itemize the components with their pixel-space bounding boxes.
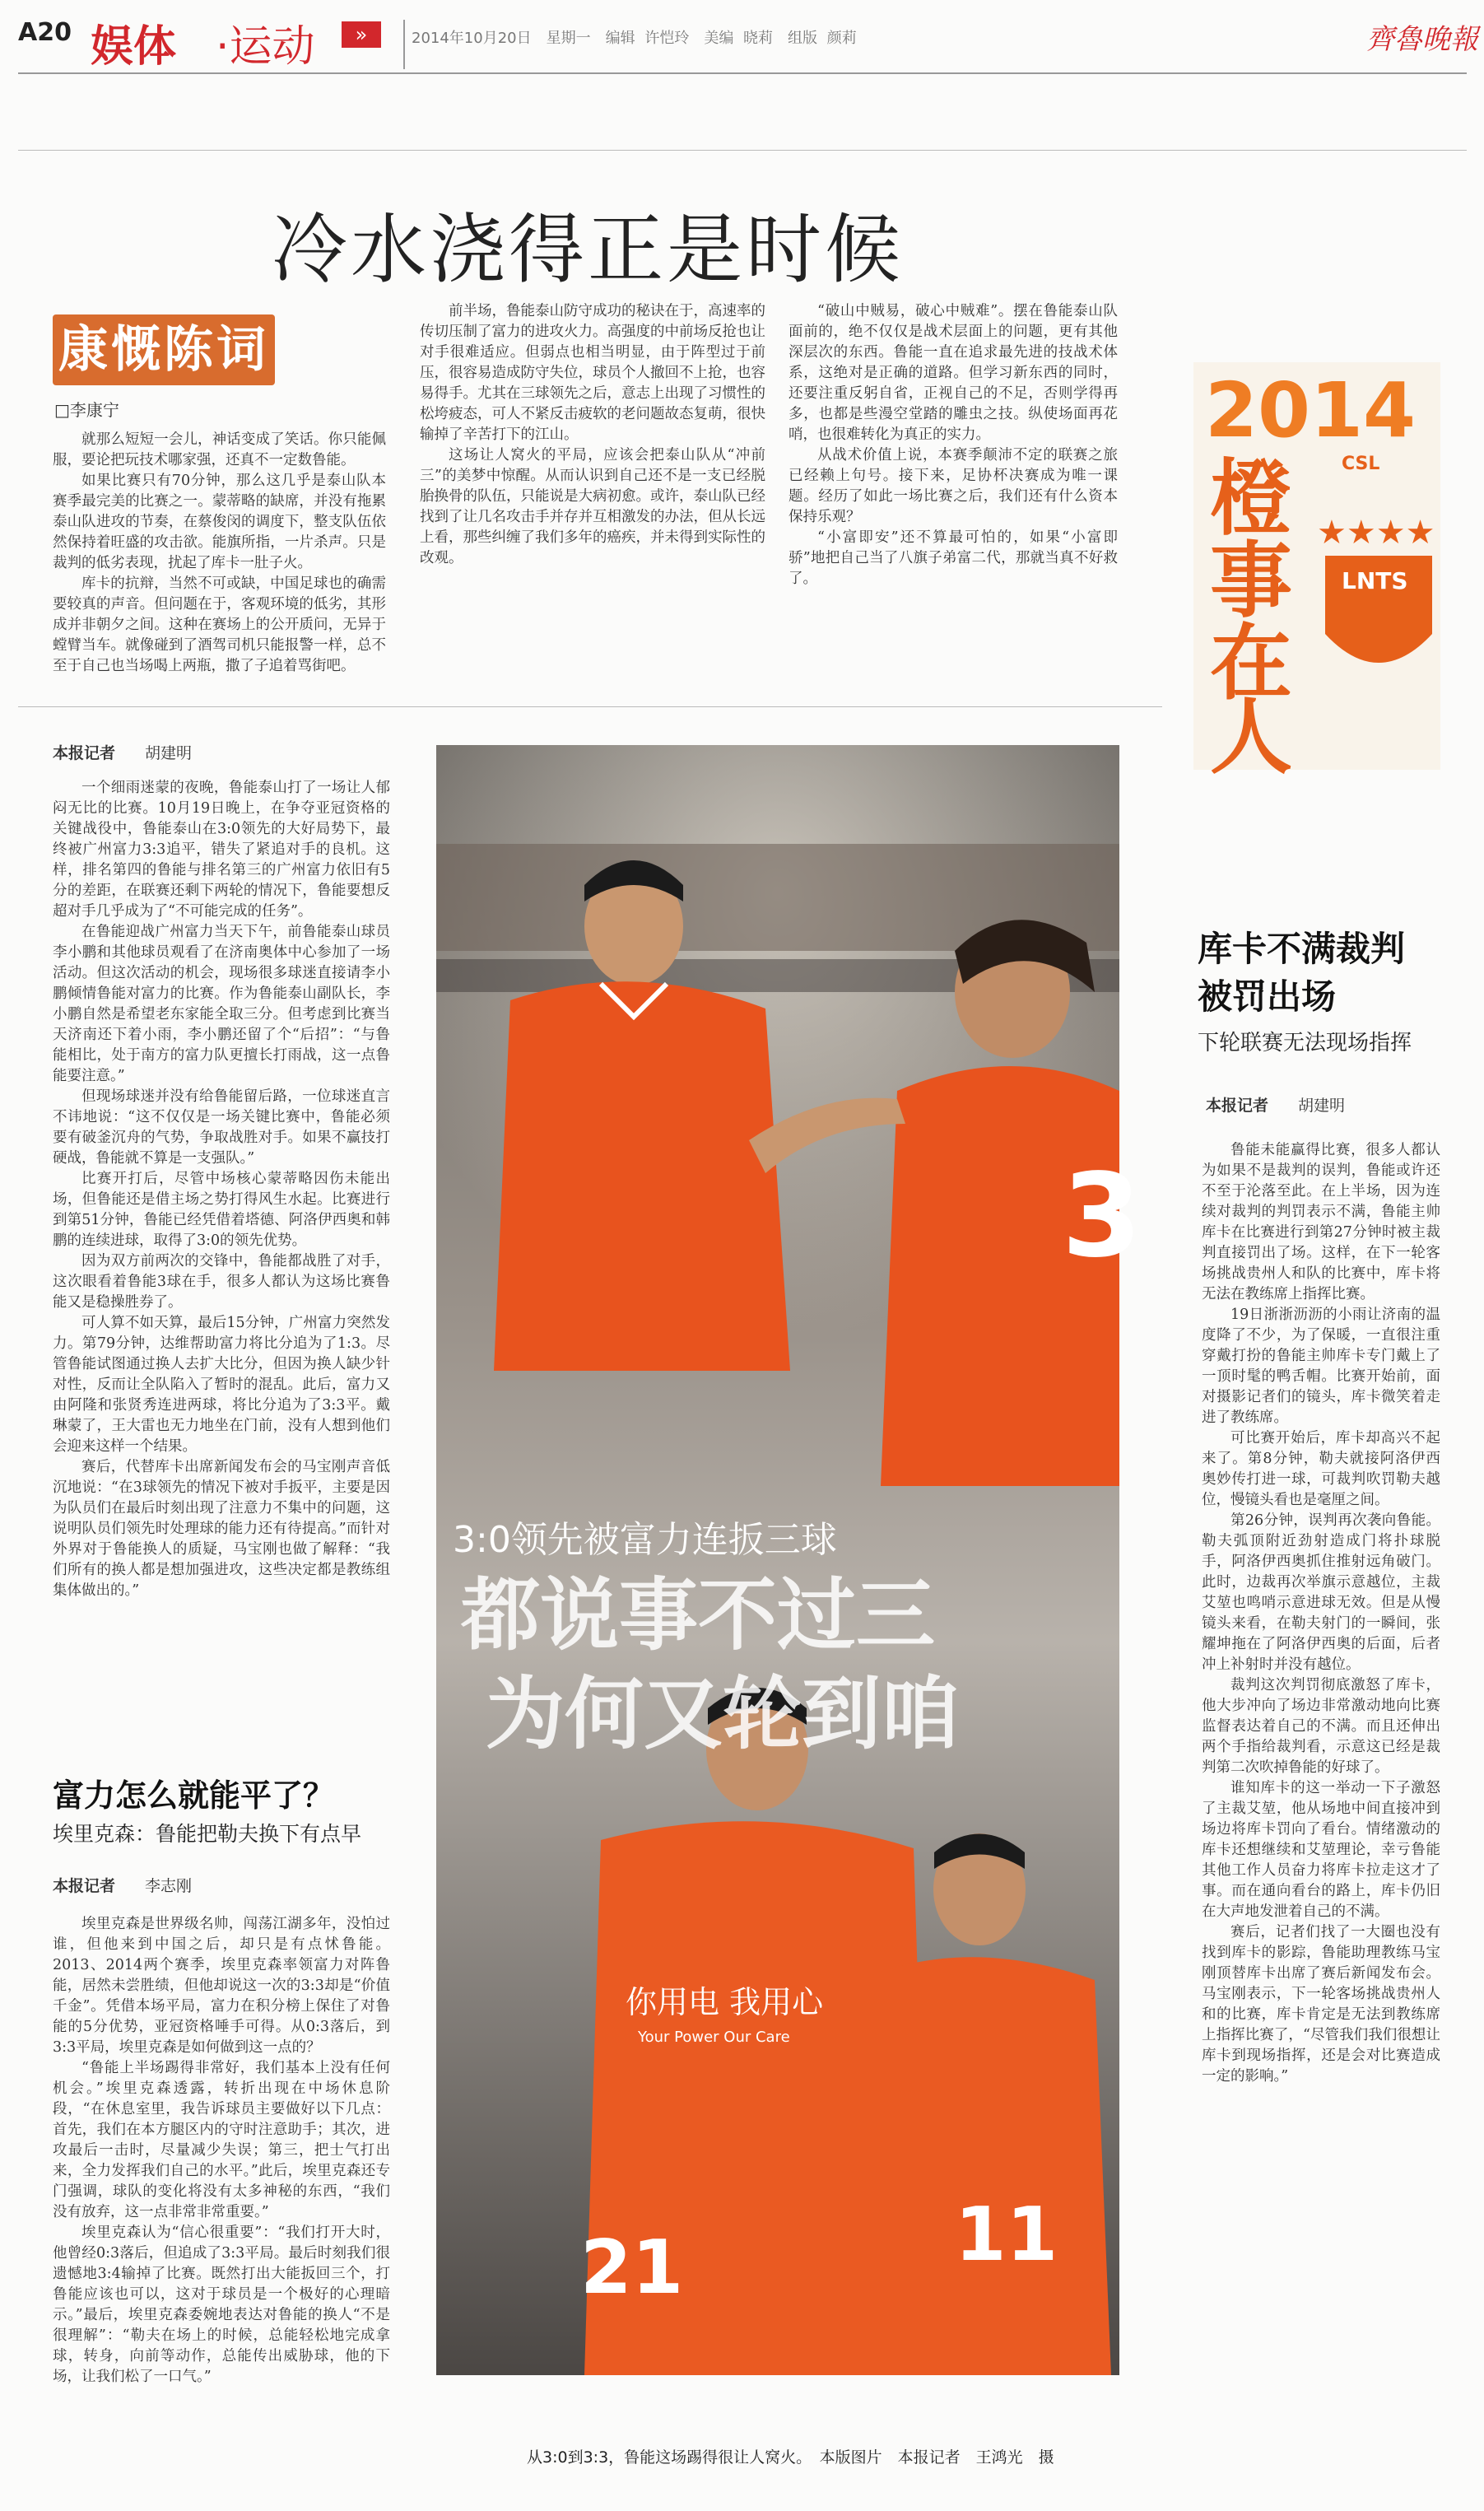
match-photo — [436, 745, 1142, 2375]
column-body-3 — [789, 301, 1118, 688]
badge-char-3: 在 — [1210, 615, 1292, 711]
badge-stars: ★★★★ — [1317, 514, 1435, 552]
badge-graphic — [1193, 362, 1440, 785]
story2-subtitle: 埃里克森：鲁能把勒夫换下有点早 — [53, 1822, 362, 1846]
story2-byline — [53, 1874, 192, 1896]
badge-year: 2014 — [1205, 366, 1417, 454]
story-paragraph: 在鲁能迎战广州富力当天下午，前鲁能泰山球员李小鹏和其他球员观看了在济南奥体中心参加了一场活动。但这次活动的机会，现场很多球迷直接请李小鹏倾情鲁能对富力的比赛。作为鲁能泰山副队长，李小鹏自然是希望老东家能全取三分。但考虑到比赛当天济南还下着小雨，李小鹏还留了个“后招”：“与鲁能相比，处于南方的富力队更擅长打雨战，这一点鲁能要注意。” — [53, 924, 390, 1084]
column-paragraph: 这场让人窝火的平局，应该会把泰山队从“冲前三”的美梦中惊醒。从而认识到自己还不是一支已经脱胎换骨的队伍，只能说是大病初愈。或许，泰山队已经找到了让几名攻击手并存并互相激发的办法，但从长远上看，那些纠缠了我们多年的癌疾，并未得到实际性的改观。 — [420, 447, 765, 566]
header-divider — [403, 20, 405, 69]
top-rule — [18, 150, 1467, 151]
story-paragraph: 可比赛开始后，库卡却高兴不起来了。第8分钟，勒夫就接阿洛伊西奥妙传打进一球，可裁判吹罚勒夫越位，慢镜头看也是毫厘之间。 — [1202, 1430, 1440, 1508]
story-paragraph: 赛后，记者们找了一大圈也没有找到库卡的影踪，鲁能助理教练马宝刚顶替库卡出席了赛后新闻发布会。马宝刚表示，下一轮客场挑战贵州人和的比赛，库卡肯定是无法到教练席上指挥比赛了，“尽管我们我们很想让库卡到现场指挥，还是会对比赛造成一定的影响。” — [1202, 1924, 1440, 2085]
story2-body — [53, 1914, 390, 2490]
story-paragraph: 赛后，代替库卡出席新闻发布会的马宝刚声音低沉地说：“在3球领先的情况下被对手扳平，主要是因为队员们在最后时刻出现了注意力不集中的问题，这说明队员们领先时处理球的能力还有待提高。”而针对外界对于鲁能换人的质疑，马宝刚也做了解释：“我们所有的换人都是想加强进攻，这些决定都是教练组集体做出的。” — [53, 1459, 390, 1599]
story-paragraph: “鲁能上半场踢得非常好，我们基本上没有任何机会。”埃里克森透露，转折出现在中场休息阶段，“在休息室里，我告诉球员主要做好以下几点：首先，我们在本方腿区内的守时注意助手；其次，进攻最后一击时，尽量减少失误；第三，把士气打出来，全力发挥我们自己的水平。”此后，埃里克森还专门强调，球队的变化将没有太多神秘的东西，“我们没有放弃，这一点非常非常重要。” — [53, 2060, 390, 2220]
main-byline — [53, 741, 192, 763]
column-paragraph: 如果比赛只有70分钟，那么这几乎是泰山队本赛季最完美的比赛之一。蒙蒂略的缺席，并没有拖累泰山队进攻的节奏，在蔡俊闵的调度下，整支队伍依然保持着旺盛的攻击欲。能旗所指，一片杀声。只是裁判的低劣表现，扰起了库卡一肚子火。 — [53, 473, 386, 571]
column-author: □李康宁 — [54, 400, 119, 420]
story-paragraph: 一个细雨迷蒙的夜晚，鲁能泰山打了一场让人郁闷无比的比赛。10月19日晚上，在争夺亚冠资格的关键战役中，鲁能泰山在3:0领先的大好局势下，最终被广州富力3:3追平，错失了紧追对手的良机。这样，排名第四的鲁能与排名第三的广州富力依旧有5分的差距，在联赛还剩下两轮的情况下，鲁能要想反超对手几乎成为了“不可能完成的任务”。 — [53, 780, 390, 920]
column-paragraph: “小富即安”还不算最可怕的，如果“小富即骄”地把自己当了八旗子弟富二代，那就当真不好救了。 — [789, 529, 1118, 587]
badge-char-4: 人 — [1210, 689, 1292, 785]
newspaper-logo: 齊魯晚報 — [1366, 23, 1478, 56]
story2-title: 富力怎么就能平了？ — [53, 1777, 335, 1814]
story-paragraph: 可人算不如天算，最后15分钟，广州富力突然发力。第79分钟，达维帮助富力将比分追为了1:3。尽管鲁能试图通过换人去扩大比分，但因为换人缺少针对性，反而让全队陷入了暂时的混乱。此后，富力又由阿隆和张贤秀连进两球，将比分追为了3:3平。戴琳蒙了，王大雷也无力地坐在门前，没有人想到他们会迎来这样一个结果。 — [53, 1315, 390, 1455]
badge-char-1: 橙 — [1210, 450, 1292, 547]
byline-label: 本报记者 — [53, 744, 116, 762]
photo-caption: 从3:0到3:3，鲁能这场踢得很让人窝火。 本版图片 本报记者 王鸿光 摄 — [527, 2448, 1054, 2467]
story-paragraph: 但现场球迷并没有给鲁能留后路，一位球迷直言不讳地说：“这不仅仅是一场关键比赛中，鲁能必须要有破釜沉舟的气势，争取战胜对手。如果不赢技打硬战，鲁能就不算是一支强队。” — [53, 1088, 390, 1167]
story-paragraph: 鲁能未能赢得比赛，很多人都认为如果不是裁判的误判，鲁能或许还不至于沦落至此。在上半场，因为连续对裁判的判罚表示不满，鲁能主帅库卡在比赛进行到第27分钟时被主裁判直接罚出了场。这样，在下一轮客场挑战贵州人和队的比赛中，库卡将无法在教练席上指挥比赛。 — [1202, 1142, 1440, 1302]
club-crest-text: LNTS — [1342, 567, 1408, 594]
byline-name: 胡建明 — [1298, 1097, 1346, 1115]
column-title: 康慨陈词 — [53, 314, 275, 385]
photo-overlay-small: 3:0领先被富力连扳三球 — [453, 1519, 837, 1561]
column-paragraph: 从战术价值上说，本赛季颠沛不定的联赛之旅已经赖上句号。接下来，足协杯决赛成为唯一课题。经历了如此一场比赛之后，我们还有什么资本保持乐观？ — [789, 447, 1118, 525]
jersey-sponsor-sub: Your Power Our Care — [638, 2029, 790, 2046]
photo-overlay-line1: 都说事不过三 — [461, 1569, 935, 1661]
story3-body — [1202, 1140, 1440, 2408]
main-story-body — [53, 778, 390, 1712]
story-paragraph: 比赛开打后，尽管中场核心蒙蒂略因伤未能出场，但鲁能还是借主场之势打得风生水起。比赛进行到第51分钟，鲁能已经凭借着塔德、阿洛伊西奥和韩鹏的连续进球，取得了3:0的领先优势。 — [53, 1171, 390, 1249]
header-rule — [18, 72, 1467, 74]
photo-illustration — [436, 745, 1142, 2375]
column-paragraph: 库卡的抗辩，当然不可或缺，中国足球也的确需要较真的声音。但问题在于，客观环境的低劣，其形成并非朝夕之间。这种在赛场上的公开质问，无异于螳臂当车。就像碰到了酒驾司机只能报警一样，总不至于自己也当场喝上两瓶，撒了子追着骂街吧。 — [53, 575, 386, 674]
jersey-sponsor: 你用电 我用心 — [626, 1984, 824, 2020]
byline-label: 本报记者 — [1206, 1097, 1269, 1115]
story3-byline — [1206, 1093, 1345, 1116]
section-name: 娱体 — [91, 22, 177, 72]
column-paragraph: 前半场，鲁能泰山防守成功的秘诀在于，高速率的传切压制了富力的进攻火力。高强度的中前场反抢也让对手很难适应。但弱点也相当明显，由于阵型过于前压，很容易造成防守失位，球员个人撤回不上抢，也容易得手。尤其在三球领先之后，意志上出现了习惯性的松垮疲态，可人不紧反击疲软的老问题故态复萌，很快输掉了辛苦打下的江山。 — [420, 303, 765, 443]
jersey-number-upper: 3 — [1062, 1149, 1142, 1283]
story-paragraph: 19日浙浙沥沥的小雨让济南的温度降了不少，为了保暖，一直很注重穿戴打扮的鲁能主帅库卡专门戴上了一顶时髦的鸭舌帽。比赛开始前，面对摄影记者们的镜头，库卡微笑着走进了教练席。 — [1202, 1307, 1440, 1426]
section-subname: ·运动 — [216, 22, 315, 72]
story3-title-line2: 被罚出场 — [1198, 976, 1337, 1017]
byline-name: 胡建明 — [145, 744, 193, 762]
series-badge — [1193, 362, 1440, 785]
column-paragraph: “破山中贼易，破心中贼难”。摆在鲁能泰山队面前的，绝不仅仅是战术层面上的问题，更有其他深层次的东西。鲁能一直在追求最先进的技战术体系，这绝对是正确的道路。但学习新东西的同时，还要注重反躬自省，正视自己的不足，否则学得再多，也都是些漫空堂踏的雕虫之技。纵使场面再花哨，也很难转化为真正的实力。 — [789, 303, 1118, 443]
column-body-2 — [420, 301, 765, 688]
badge-league-mark: CSL — [1342, 454, 1380, 474]
byline-name: 李志刚 — [145, 1877, 193, 1895]
story-paragraph: 谁知库卡的这一举动一下子激怒了主裁艾堃，他从场地中间直接冲到场边将库卡罚向了看台。情绪激动的库卡还想继续和艾堃理论，幸亏鲁能其他工作人员奋力将库卡拉走这才了事。而在通向看台的路上，库卡仍旧在大声地发泄着自己的不满。 — [1202, 1780, 1440, 1920]
headline: 冷水浇得正是时候 — [272, 206, 905, 294]
badge-char-2: 事 — [1210, 533, 1292, 629]
story3-subtitle: 下轮联赛无法现场指挥 — [1198, 1031, 1412, 1055]
jersey-number-11: 11 — [955, 2192, 1058, 2278]
jersey-number-21: 21 — [580, 2224, 684, 2311]
story-paragraph: 裁判这次判罚彻底激怒了库卡，他大步冲向了场边非常激动地向比赛监督表达着自己的不满。而且还伸出两个手指给裁判看，示意这已经是裁判第二次吹掉鲁能的好球了。 — [1202, 1677, 1440, 1776]
story-paragraph: 埃里克森认为“信心很重要”：“我们打开大时，他曾经0:3落后，但追成了3:3平局。最后时刻我们很遗憾地3:4输掉了比赛。既然打出大能扳回三个，打鲁能应该也可以，这对于球员是一个极好的心理暗示。”最后，埃里克森委婉地表达对鲁能的换人“不是很理解”：“勒夫在场上的时候，总能轻松地完成拿球，转身，向前等动作，总能传出威胁球，他的下场，让我们松了一口气。” — [53, 2224, 390, 2385]
column-paragraph: 就那么短短一会儿，神话变成了笑话。你只能佩服，要论把玩技术哪家强，还真不一定数鲁能。 — [53, 431, 386, 468]
column-bottom-rule — [18, 706, 1162, 707]
column-body-1 — [53, 430, 386, 685]
byline-label: 本报记者 — [53, 1877, 116, 1895]
story-paragraph: 因为双方前两次的交锋中，鲁能都战胜了对手，这次眼看着鲁能3球在手，很多人都认为这场比赛鲁能又是稳操胜券了。 — [53, 1253, 390, 1311]
section-arrow-icon: » — [342, 21, 381, 48]
photo-overlay-line2: 为何又轮到咱 — [486, 1668, 960, 1760]
story-paragraph: 第26分钟，误判再次袭向鲁能。勒夫弧顶附近劲射造成门将扑球脱手，阿洛伊西奥抓住推射远角破门。此时，边裁再次举旗示意越位，主裁艾堃也鸣哨示意进球无效。但是从慢镜头来看，在勒夫射门的一瞬间，张耀坤拖在了阿洛伊西奥的后面，后者冲上补射时并没有越位。 — [1202, 1512, 1440, 1673]
story3-title-line1: 库卡不满裁判 — [1198, 929, 1406, 969]
edition-info: 2014年10月20日 星期一 编辑 许恺玲 美编 晓莉 组版 颜莉 — [412, 30, 857, 47]
page-number: A20 — [18, 18, 72, 47]
story-paragraph: 埃里克森是世界级名帅，闯荡江湖多年，没怕过谁，但他来到中国之后，却只是有点怵鲁能。2013、2014两个赛季，埃里克森率领富力对阵鲁能，居然未尝胜绩，但他却说这一次的3:3却是“价值千金”。凭借本场平局，富力在积分榜上保住了对鲁能的5分优势，亚冠资格唾手可得。从0:3落后，到3:3平局，埃里克森是如何做到这一点的？ — [53, 1916, 390, 2056]
